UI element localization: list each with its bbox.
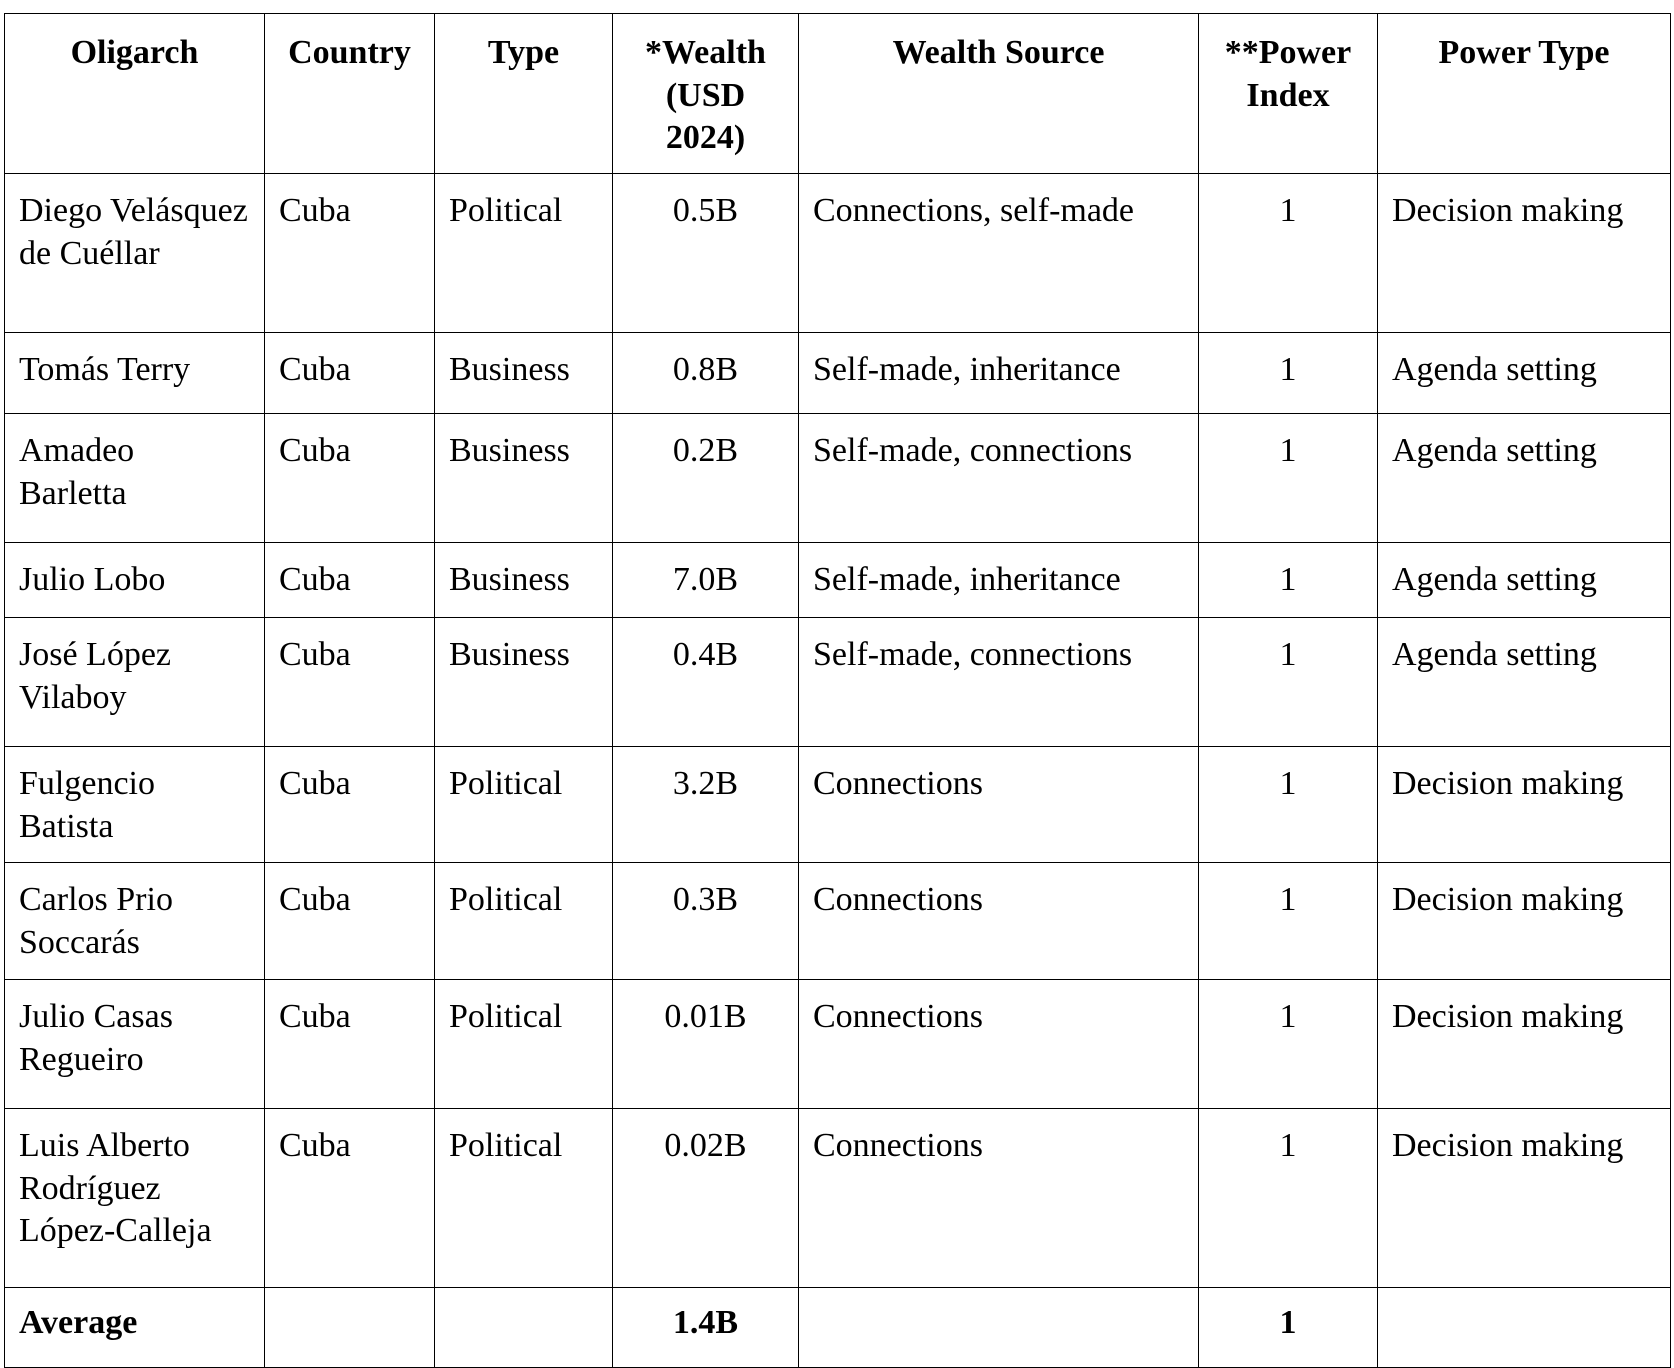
cell-wealth: 7.0B xyxy=(613,543,799,618)
cell-power-index: 1 xyxy=(1199,414,1378,543)
header-wealth: *Wealth (USD 2024) xyxy=(613,14,799,174)
cell-country: Cuba xyxy=(265,1109,435,1288)
average-row xyxy=(5,1288,1671,1368)
cell-power-type: Agenda setting xyxy=(1378,618,1671,747)
header-type: Type xyxy=(435,14,613,174)
cell-country xyxy=(265,1288,435,1368)
cell-type: Political xyxy=(435,747,613,863)
cell-type: Political xyxy=(435,174,613,333)
cell-oligarch: Diego Velásquez de Cuéllar xyxy=(5,174,265,333)
cell-type: Business xyxy=(435,333,613,414)
cell-wealth: 0.8B xyxy=(613,333,799,414)
cell-power-index: 1 xyxy=(1199,333,1378,414)
cell-type: Business xyxy=(435,543,613,618)
table-row xyxy=(5,333,1671,414)
table-row xyxy=(5,414,1671,543)
cell-wealth: 0.02B xyxy=(613,1109,799,1288)
header-wealth-source: Wealth Source xyxy=(799,14,1199,174)
table-row xyxy=(5,174,1671,333)
oligarch-table xyxy=(4,13,1671,1368)
cell-type xyxy=(435,1288,613,1368)
header-power-index: **Power Index xyxy=(1199,14,1378,174)
cell-country: Cuba xyxy=(265,543,435,618)
cell-wealth: 0.4B xyxy=(613,618,799,747)
cell-oligarch: Tomás Terry xyxy=(5,333,265,414)
cell-type: Political xyxy=(435,1109,613,1288)
cell-oligarch: Julio Casas Regueiro xyxy=(5,980,265,1109)
cell-country: Cuba xyxy=(265,980,435,1109)
cell-wealth-source: Connections xyxy=(799,863,1199,980)
cell-oligarch: Amadeo Barletta xyxy=(5,414,265,543)
cell-country: Cuba xyxy=(265,414,435,543)
cell-power-type xyxy=(1378,1288,1671,1368)
cell-oligarch: José López Vilaboy xyxy=(5,618,265,747)
cell-country: Cuba xyxy=(265,174,435,333)
header-power-type: Power Type xyxy=(1378,14,1671,174)
cell-wealth: 0.3B xyxy=(613,863,799,980)
cell-power-type: Decision making xyxy=(1378,747,1671,863)
cell-power-type: Decision making xyxy=(1378,1109,1671,1288)
cell-wealth-source: Connections xyxy=(799,980,1199,1109)
cell-wealth-source: Self-made, inheritance xyxy=(799,333,1199,414)
cell-wealth-source: Connections, self-made xyxy=(799,174,1199,333)
cell-wealth-source: Self-made, connections xyxy=(799,414,1199,543)
cell-country: Cuba xyxy=(265,618,435,747)
cell-oligarch: Fulgencio Batista xyxy=(5,747,265,863)
cell-wealth: 0.2B xyxy=(613,414,799,543)
cell-wealth-source: Self-made, connections xyxy=(799,618,1199,747)
header-oligarch: Oligarch xyxy=(5,14,265,174)
cell-wealth: 3.2B xyxy=(613,747,799,863)
cell-wealth: 0.01B xyxy=(613,980,799,1109)
cell-power-type: Decision making xyxy=(1378,980,1671,1109)
cell-power-type: Decision making xyxy=(1378,863,1671,980)
cell-power-type: Agenda setting xyxy=(1378,333,1671,414)
cell-average-label: Average xyxy=(5,1288,265,1368)
cell-power-type: Decision making xyxy=(1378,174,1671,333)
cell-country: Cuba xyxy=(265,747,435,863)
cell-average-power-index: 1 xyxy=(1199,1288,1378,1368)
table-row xyxy=(5,543,1671,618)
cell-type: Business xyxy=(435,414,613,543)
cell-power-index: 1 xyxy=(1199,618,1378,747)
cell-power-index: 1 xyxy=(1199,174,1378,333)
table-row xyxy=(5,747,1671,863)
cell-power-index: 1 xyxy=(1199,980,1378,1109)
cell-wealth-source xyxy=(799,1288,1199,1368)
cell-power-index: 1 xyxy=(1199,747,1378,863)
cell-oligarch: Luis Alberto Rodríguez López-Calleja xyxy=(5,1109,265,1288)
table-row xyxy=(5,863,1671,980)
cell-country: Cuba xyxy=(265,863,435,980)
table-header-row xyxy=(5,14,1671,174)
cell-type: Political xyxy=(435,863,613,980)
table-row xyxy=(5,1109,1671,1288)
cell-wealth-source: Connections xyxy=(799,747,1199,863)
cell-wealth: 0.5B xyxy=(613,174,799,333)
table-row xyxy=(5,980,1671,1109)
cell-power-index: 1 xyxy=(1199,863,1378,980)
cell-power-index: 1 xyxy=(1199,1109,1378,1288)
table-row xyxy=(5,618,1671,747)
cell-average-wealth: 1.4B xyxy=(613,1288,799,1368)
cell-oligarch: Julio Lobo xyxy=(5,543,265,618)
cell-wealth-source: Self-made, inheritance xyxy=(799,543,1199,618)
cell-power-type: Agenda setting xyxy=(1378,414,1671,543)
cell-country: Cuba xyxy=(265,333,435,414)
cell-power-index: 1 xyxy=(1199,543,1378,618)
cell-type: Political xyxy=(435,980,613,1109)
header-country: Country xyxy=(265,14,435,174)
cell-wealth-source: Connections xyxy=(799,1109,1199,1288)
cell-power-type: Agenda setting xyxy=(1378,543,1671,618)
cell-type: Business xyxy=(435,618,613,747)
cell-oligarch: Carlos Prio Soccarás xyxy=(5,863,265,980)
